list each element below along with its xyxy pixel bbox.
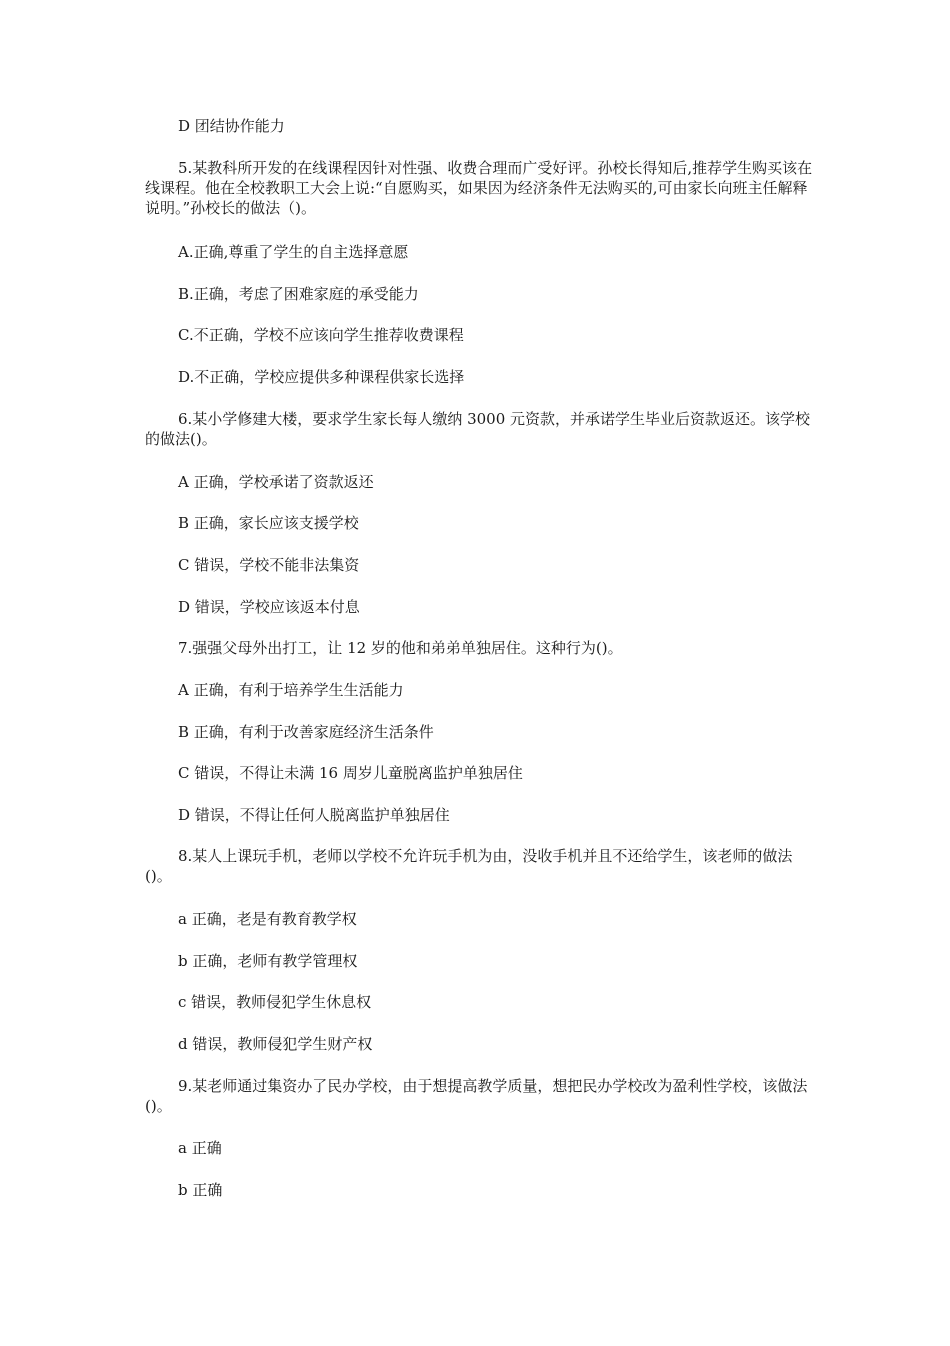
option-d-q5: D.不正确，学校应提供多种课程供家长选择	[178, 368, 465, 386]
question-9: 9.某老师通过集资办了民办学校，由于想提高教学质量，想把民办学校改为盈利性学校，该做法()。	[145, 1077, 808, 1115]
option-d-q6: D 错误，学校应该返本付息	[178, 598, 360, 616]
option-a-q7: A 正确，有利于培养学生生活能力	[178, 681, 404, 699]
option-d-q8: d 错误，教师侵犯学生财产权	[178, 1035, 373, 1053]
option-b-q5: B.正确，考虑了困难家庭的承受能力	[178, 285, 419, 303]
question-8: 8.某人上课玩手机，老师以学校不允许玩手机为由，没收手机并且不还给学生，该老师的做法()。	[145, 847, 793, 885]
option-c-q8: c 错误，教师侵犯学生休息权	[178, 993, 372, 1011]
option-a-q9: a 正确	[178, 1139, 222, 1157]
option-c-q6: C 错误，学校不能非法集资	[178, 556, 360, 574]
option-c-q5: C.不正确，学校不应该向学生推荐收费课程	[178, 326, 464, 344]
option-d-q4: D 团结协作能力	[178, 117, 285, 135]
option-a-q8: a 正确，老是有教育教学权	[178, 910, 357, 928]
question-7: 7.强强父母外出打工，让 12 岁的他和弟弟单独居住。这种行为()。	[178, 639, 623, 657]
option-a-q6: A 正确，学校承诺了资款返还	[178, 473, 374, 491]
option-b-q7: B 正确，有利于改善家庭经济生活条件	[178, 723, 434, 741]
option-b-q9: b 正确	[178, 1181, 223, 1199]
option-d-q7: D 错误，不得让任何人脱离监护单独居住	[178, 806, 450, 824]
option-b-q6: B 正确，家长应该支援学校	[178, 514, 359, 532]
option-c-q7: C 错误，不得让未满 16 周岁儿童脱离监护单独居住	[178, 764, 523, 782]
option-a-q5: A.正确,尊重了学生的自主选择意愿	[178, 243, 409, 261]
question-6: 6.某小学修建大楼，要求学生家长每人缴纳 3000 元资款，并承诺学生毕业后资款返还。该学校的做法()。	[145, 410, 811, 448]
option-b-q8: b 正确，老师有教学管理权	[178, 952, 358, 970]
question-5: 5.某教科所开发的在线课程因针对性强、收费合理而广受好评。孙校长得知后,推荐学生购买该在线课程。他在全校教职工大会上说:“自愿购买，如果因为经济条件无法购买的,可由家长向班主任解释说明。”孙校长的做法（)。	[145, 159, 813, 217]
